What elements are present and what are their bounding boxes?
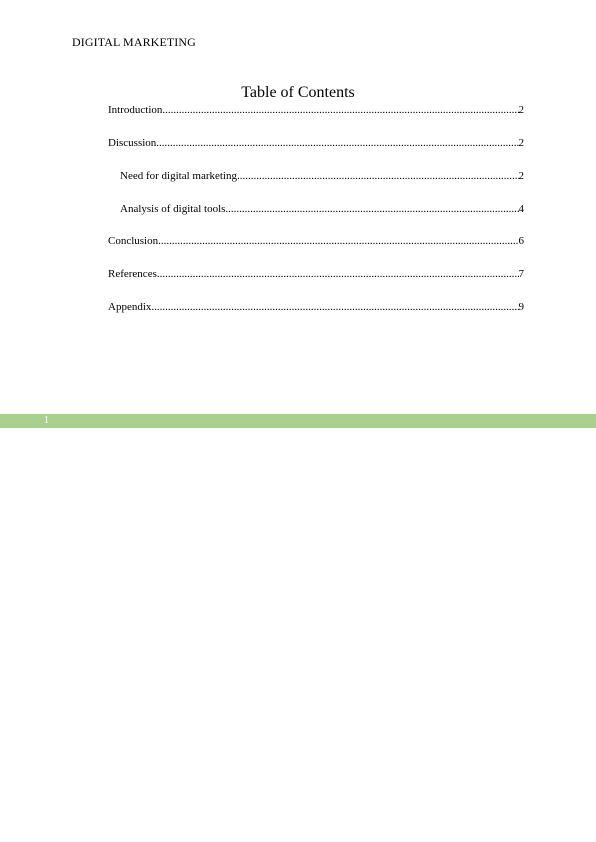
toc-entry-label: Introduction [108, 104, 163, 116]
toc-entry-introduction[interactable] [108, 104, 524, 117]
toc-entry-page: 6 [518, 235, 524, 247]
footer-page-number: 1 [44, 415, 49, 426]
toc-entry-page: 9 [518, 301, 524, 313]
toc-title: Table of Contents [241, 84, 355, 101]
toc-entry-label: Analysis of digital tools [120, 203, 226, 215]
toc-entry-page: 2 [518, 137, 524, 149]
toc-entry-page: 4 [518, 203, 524, 215]
toc-entry-references[interactable] [108, 268, 524, 281]
toc-dot-leader [158, 235, 518, 248]
toc-entry-label: Need for digital marketing [120, 170, 237, 182]
toc-entry-page: 2 [518, 104, 524, 116]
toc-dot-leader [225, 203, 518, 216]
toc-dot-leader [151, 301, 518, 314]
toc-entry-page: 2 [518, 170, 524, 182]
toc-entry-discussion[interactable] [108, 137, 524, 150]
toc-entry-label: Conclusion [108, 235, 159, 247]
toc-entry-conclusion[interactable] [108, 235, 524, 248]
footer-band [0, 414, 596, 428]
toc-dot-leader [162, 104, 518, 117]
toc-entry-page: 7 [518, 268, 524, 280]
toc-entry-analysis-of-digital-tools[interactable] [120, 203, 524, 216]
toc-entry-need-for-digital-marketing[interactable] [120, 170, 524, 183]
toc-entry-label: Appendix [108, 301, 152, 313]
toc-entry-label: Discussion [108, 137, 157, 149]
toc-dot-leader [157, 268, 519, 281]
toc-entry-appendix[interactable] [108, 301, 524, 314]
toc-entry-label: References [108, 268, 157, 280]
toc-dot-leader [156, 137, 518, 150]
running-header: DIGITAL MARKETING [72, 35, 196, 49]
toc-dot-leader [237, 170, 519, 183]
